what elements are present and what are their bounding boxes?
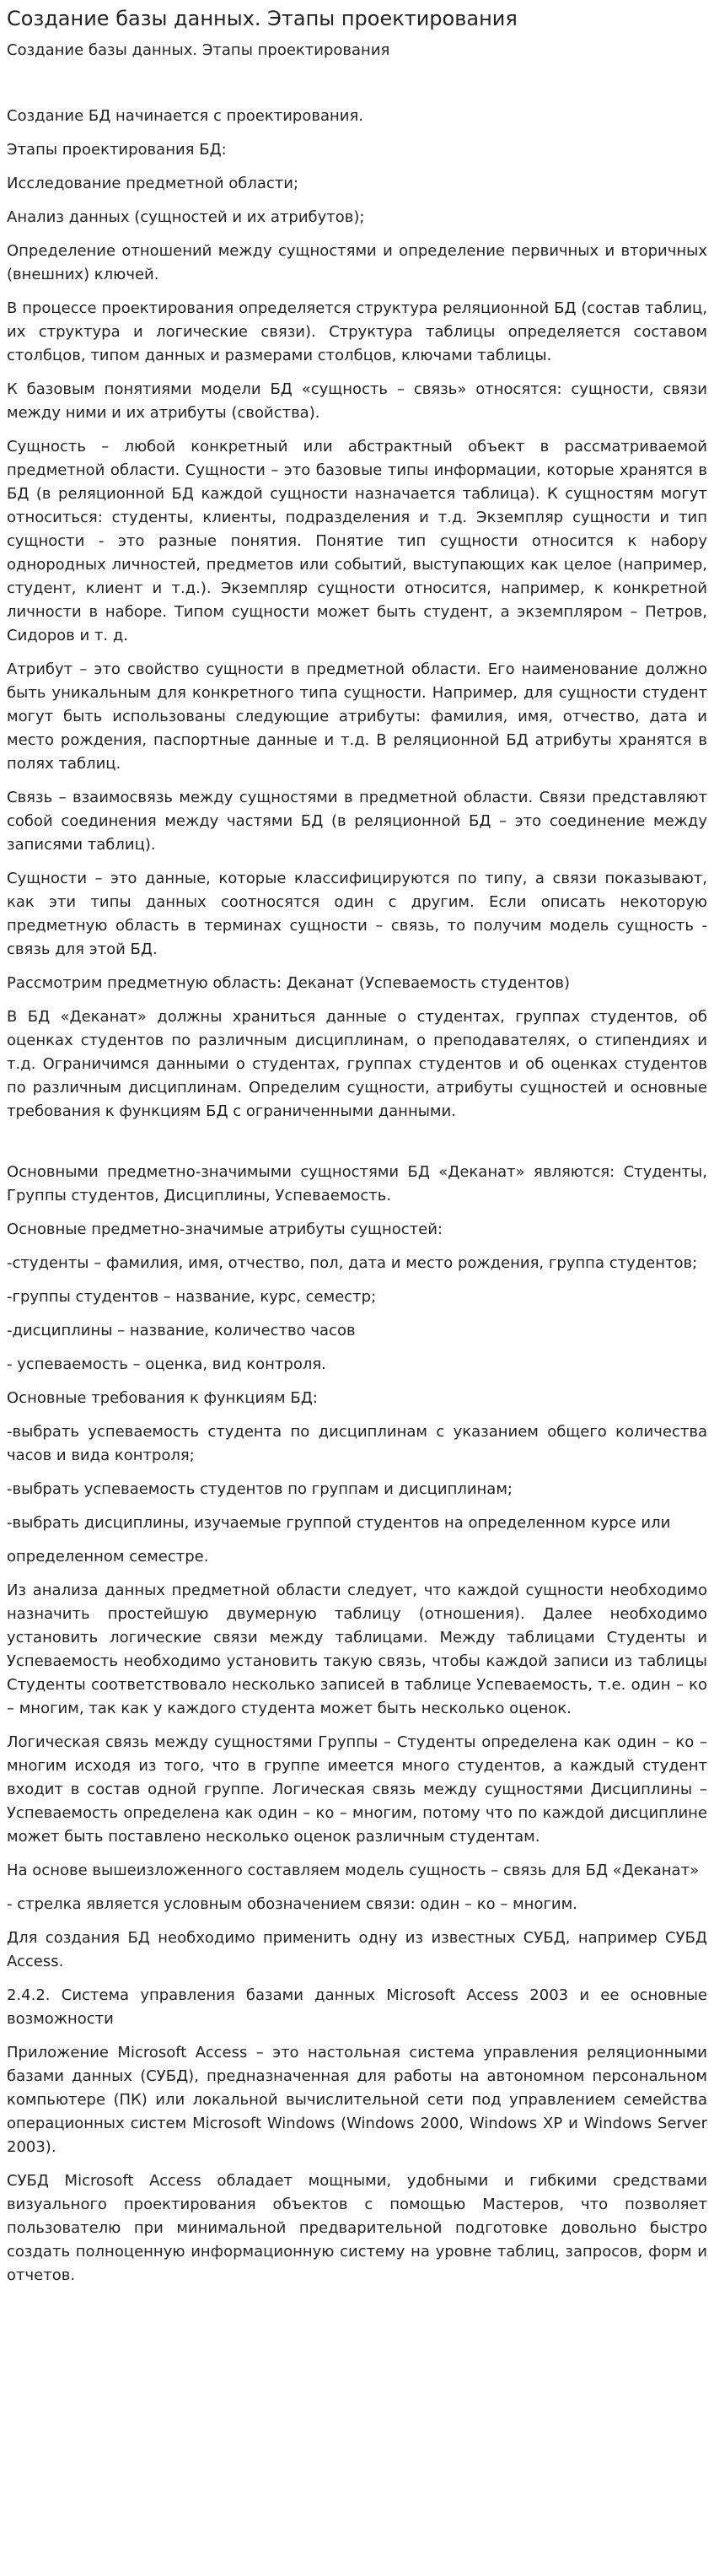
paragraph: Анализ данных (сущностей и их атрибутов); bbox=[7, 208, 365, 226]
page-title: Создание базы данных. Этапы проектирования bbox=[7, 7, 518, 30]
paragraph: Атрибут – это свойство сущности в предметной области. Его наименование должно быть уникальным для конкретного типа сущности. Например, для сущности студент могут быть использованы следующие атрибуты: фамилия, имя, отчество, дата и место рождения, паспортные данные и т.д. В реляционной БД атрибуты хранятся в полях таблиц. bbox=[7, 660, 707, 773]
paragraph: В БД «Деканат» должны храниться данные о студентах, группах студентов, об оценках студентов по различным дисциплинам, о преподавателях, о стипендиях и т.д. Ограничимся данными о студентах, группах студентов и об оценках студентов по различным дисциплинам. Определим сущности, атрибуты сущностей и основные требования к функциям БД с ограниченными данными. bbox=[7, 1008, 707, 1120]
paragraph: К базовым понятиями модели БД «сущность – связь» относятся: сущности, связи между ними и их атрибуты (свойства). bbox=[7, 380, 707, 422]
paragraph: СУБД Microsoft Access обладает мощными, удобными и гибкими средствами визуального проектирования объектов с помощью Мастеров, что позволяет пользователю при минимальной предварительной подготовке довольно быстро создать полноценную информационную систему на уровне таблиц, запросов, форм и отчетов. bbox=[7, 2172, 707, 2284]
paragraph: -выбрать успеваемость студентов по группам и дисциплинам; bbox=[7, 1480, 513, 1498]
paragraph: - стрелка является условным обозначением связи: один – ко – многим. bbox=[7, 1895, 577, 1913]
paragraph: -дисциплины – название, количество часов bbox=[7, 1322, 356, 1339]
paragraph: -выбрать дисциплины, изучаемые группой студентов на определенном курсе или bbox=[7, 1514, 671, 1532]
paragraph: В процессе проектирования определяется структура реляционной БД (состав таблиц, их структура и логические связи). Структура таблицы определяется составом столбцов, типом данных и размерами столбцов, ключами таблицы. bbox=[7, 299, 707, 364]
paragraph: Исследование предметной области; bbox=[7, 175, 299, 192]
paragraph: Для создания БД необходимо применить одну из известных СУБД, например СУБД Access. bbox=[7, 1929, 707, 1970]
paragraph: Сущности – это данные, которые классифицируются по типу, а связи показывают, как эти типы данных соотносятся один с другим. Если описать некоторую предметную область в терминах сущности – связь, то получим модель сущность - связь для этой БД. bbox=[7, 870, 707, 958]
paragraph: - успеваемость – оценка, вид контроля. bbox=[7, 1355, 326, 1373]
paragraph: -группы студентов – название, курс, семестр; bbox=[7, 1288, 377, 1306]
paragraph: определенном семестре. bbox=[7, 1548, 209, 1566]
paragraph: Основными предметно-значимыми сущностями БД «Деканат» являются: Студенты, Группы студентов, Дисциплины, Успеваемость. bbox=[7, 1163, 707, 1204]
paragraph: Создание БД начинается с проектирования. bbox=[7, 107, 364, 125]
paragraph: Рассмотрим предметную область: Деканат (Успеваемость студентов) bbox=[7, 974, 570, 992]
page-subtitle: Создание базы данных. Этапы проектирования bbox=[7, 41, 390, 59]
paragraph: Сущность – любой конкретный или абстрактный объект в рассматриваемой предметной области. Сущности – это базовые типы информации, которые хранятся в БД (в реляционной БД каждой сущности назначается таблица). К сущностям могут относиться: студенты, клиенты, подразделения и т.д. Экземпляр сущности и тип сущности - это разные понятия. Понятие тип сущности относится к набору однородных личностей, предметов или событий, выступающих как целое (например, студент, клиент и т.д.). Экземпляр сущности относится, например, к конкретной личности в наборе. Типом сущности может быть студент, а экземпляром – Петров, Сидоров и т. д. bbox=[7, 438, 707, 644]
section-heading: 2.4.2. Система управления базами данных Microsoft Access 2003 и ее основные возможности bbox=[7, 1986, 707, 2028]
paragraph: Логическая связь между сущностями Группы – Студенты определена как один – ко – многим исходя из того, что в группе имеется много студентов, а каждый студент входит в состав одной группе. Логическая связь между сущностями Дисциплины – Успеваемость определена как один – ко – многим, потому что по каждой дисциплине может быть поставлено несколько оценок различным студентам. bbox=[7, 1733, 707, 1846]
paragraph: Основные предметно-значимые атрибуты сущностей: bbox=[7, 1221, 443, 1238]
paragraph: Приложение Microsoft Access – это настольная система управления реляционными базами данных (СУБД), предназначенная для работы на автономном персональном компьютере (ПК) или локальной вычислительной сети под управлением семейства операционных систем Microsoft Windows (Windows 2000, Windows XP и Windows Server 2003). bbox=[7, 2044, 707, 2156]
paragraph: На основе вышеизложенного составляем модель сущность – связь для БД «Деканат» bbox=[7, 1862, 700, 1879]
paragraph: Этапы проектирования БД: bbox=[7, 141, 227, 159]
paragraph: -студенты – фамилия, имя, отчество, пол, дата и место рождения, группа студентов; bbox=[7, 1254, 698, 1272]
paragraph: -выбрать успеваемость студента по дисциплинам с указанием общего количества часов и вида контроля; bbox=[7, 1423, 707, 1464]
paragraph: Связь – взаимосвязь между сущностями в предметной области. Связи представляют собой соединения между частями БД (в реляционной БД – это соединение между записями таблиц). bbox=[7, 789, 707, 854]
paragraph: Из анализа данных предметной области следует, что каждой сущности необходимо назначить простейшую двумерную таблицу (отношения). Далее необходимо установить логические связи между таблицами. Между таблицами Студенты и Успеваемость необходимо установить такую связь, чтобы каждой записи из таблицы Студенты соответствовало несколько записей в таблице Успеваемость, т.е. один – ко – многим, так как у каждого студента может быть несколько оценок. bbox=[7, 1582, 707, 1717]
paragraph: Основные требования к функциям БД: bbox=[7, 1389, 318, 1407]
paragraph: Определение отношений между сущностями и определение первичных и вторичных (внешних) ключей. bbox=[7, 242, 707, 283]
